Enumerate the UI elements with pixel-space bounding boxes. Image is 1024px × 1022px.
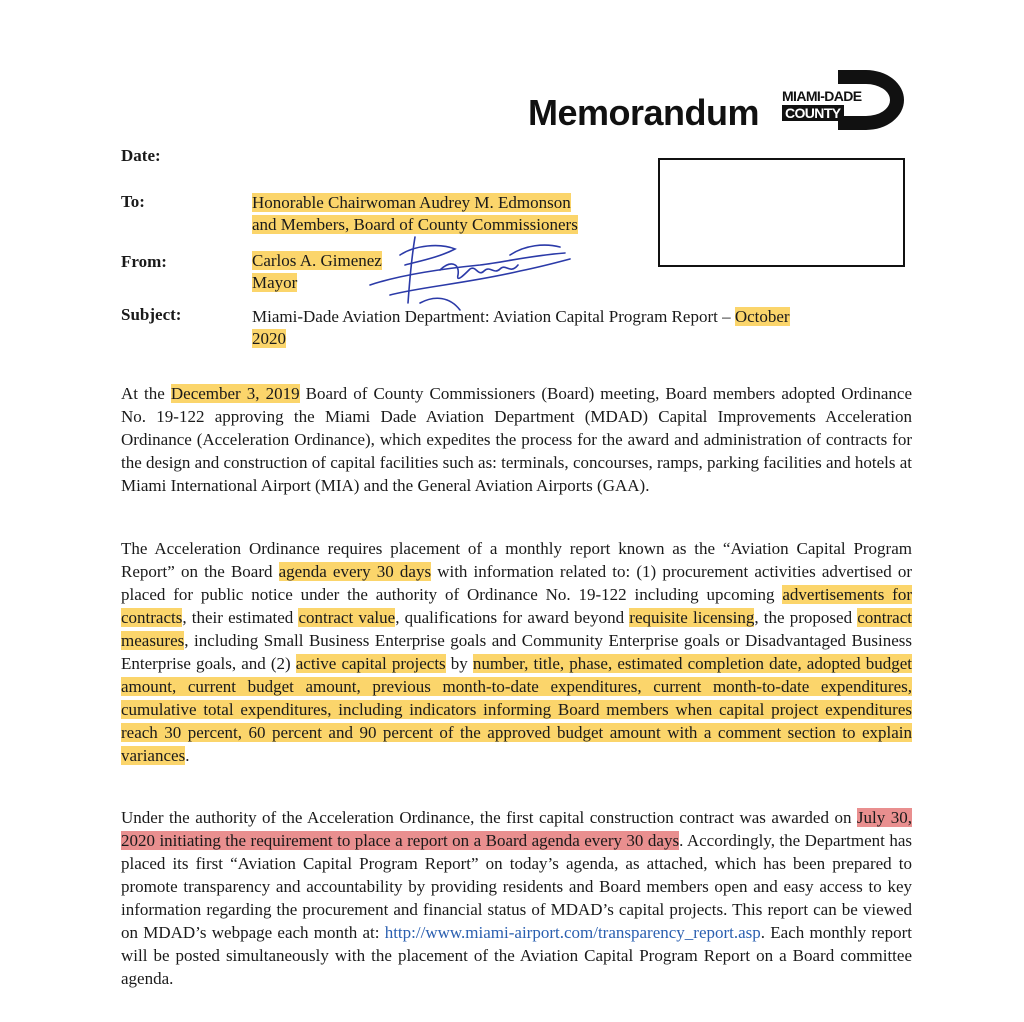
- p2-text-2: with information related to: (1) procurement activities advertised or placed for public notice under the authority of Ordinance No. 19-122 including upcoming: [121, 562, 912, 604]
- p3-text-2: . Accordingly, the Department has placed its first “Aviation Capital Program Report” on today’s agenda, as attached, which has been prepared to promote transparency and accountability by providing residents and Board members open and easy access to key information regarding the procurement and financial status of MDAD’s capital projects. This report can be viewed on MDAD’s webpage each month at:: [121, 831, 913, 942]
- p2-text-1: The Acceleration Ordinance requires placement of a monthly report known as the “Aviation Capital Program Report” on the Board: [121, 539, 912, 581]
- p2-text-5: , the proposed: [754, 608, 858, 627]
- paragraph-1: [121, 382, 912, 497]
- to-line-1: Honorable Chairwoman Audrey M. Edmonson: [252, 193, 571, 212]
- from-line-1: Carlos A. Gimenez: [252, 251, 382, 270]
- p3-text-1: Under the authority of the Acceleration Ordinance, the first capital construction contract was awarded on: [121, 808, 857, 827]
- p2-highlight-3: contract value: [298, 608, 396, 627]
- logo-line-1: MIAMI-DADE: [782, 88, 862, 104]
- p2-text-6: , including Small Business Enterprise goals and Community Enterprise goals or Disadvantaged Business Enterprise goals, and (2): [121, 631, 912, 673]
- memo-title: Memorandum: [528, 92, 760, 133]
- p2-text-3: , their estimated: [182, 608, 299, 627]
- p2-text-8: .: [185, 746, 190, 765]
- p2-highlight-2: advertisements for contracts: [121, 585, 912, 627]
- mayor-signature-icon: [360, 225, 575, 320]
- p2-text-4: , qualifications for award beyond: [395, 608, 630, 627]
- to-label: To:: [121, 192, 145, 211]
- p1-highlight-date: December 3, 2019: [170, 384, 300, 403]
- subject-year: 2020: [252, 329, 286, 348]
- p3-text-3: . Each monthly report will be posted simultaneously with the placement of the Aviation Capital Program Report on a Board committee agenda.: [121, 923, 912, 988]
- p2-highlight-5: contract measures: [121, 608, 912, 650]
- subject-month: October: [734, 307, 790, 326]
- p2-text-7: by: [445, 654, 473, 673]
- p2-highlight-6: active capital projects: [295, 654, 446, 673]
- p1-text-2: Board of County Commissioners (Board) meeting, Board members adopted Ordinance No. 19-122 approving the Miami Dade Aviation Department (MDAD) Capital Improvements Acceleration Ordinance (Acceleration Ordinance), which expedites the process for the award and administration of contracts for the design and construction of capital facilities such as: terminals, concourses, ramps, parking facilities and hotels at Miami International Airport (MIA) and the General Aviation Airports (GAA).: [121, 384, 912, 495]
- subject-text: Miami-Dade Aviation Department: Aviation Capital Program Report –: [252, 307, 735, 326]
- to-line-2: and Members, Board of County Commissioners: [252, 215, 578, 234]
- stamp-box: [658, 158, 905, 267]
- p3-highlight-red: July 30, 2020 initiating the requirement to place a report on a Board agenda every 30 days: [121, 808, 912, 850]
- subject-label: Subject:: [121, 305, 182, 324]
- transparency-report-link[interactable]: http://www.miami-airport.com/transparency_report.asp: [384, 923, 761, 942]
- paragraph-2: [121, 537, 912, 767]
- from-label: From:: [121, 252, 167, 271]
- p1-text-1: At the: [121, 384, 171, 403]
- p2-highlight-4: requisite licensing: [629, 608, 755, 627]
- logo-line-2: COUNTY: [782, 105, 844, 121]
- logo-wordmark: [782, 88, 862, 121]
- county-logo: [782, 70, 904, 130]
- paragraph-3: [121, 806, 912, 990]
- p2-highlight-7: number, title, phase, estimated completion date, adopted budget amount, current budget amount, previous month-to-date expenditures, current month-to-date expenditures, cumulative total expenditures, including indicators informing Board members when capital project expenditures reach 30 percent, 60 percent and 90 percent of the approved budget amount with a comment section to explain variances: [121, 654, 912, 765]
- date-label: Date:: [121, 146, 161, 165]
- from-line-2: Mayor: [252, 273, 298, 292]
- p2-highlight-1: agenda every 30 days: [278, 562, 432, 581]
- subject-value: [252, 306, 912, 350]
